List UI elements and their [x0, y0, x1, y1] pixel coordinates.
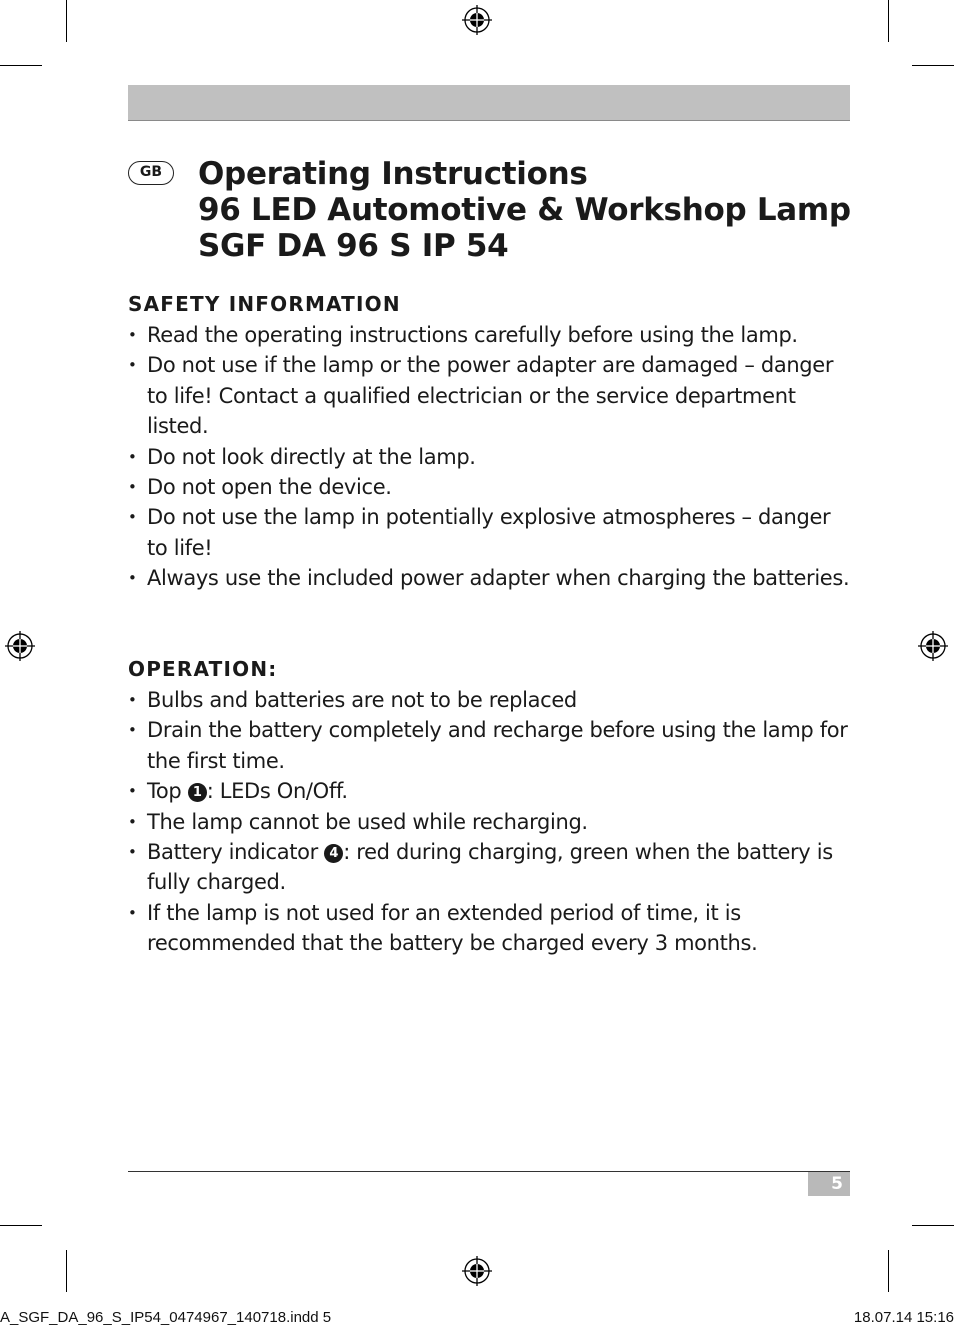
title-line: 96 LED Automotive & Workshop Lamp: [198, 192, 851, 228]
section-heading: SAFETY INFORMATION: [128, 292, 401, 316]
registration-mark-icon: [918, 631, 948, 661]
number-badge-icon: 1: [188, 783, 207, 802]
list-item: • The lamp cannot be used while recharging.: [128, 807, 850, 837]
registration-mark-icon: [5, 631, 35, 661]
bullet-list: [128, 685, 850, 959]
footer-divider: [128, 1171, 850, 1172]
print-slug-date: 18.07.14 15:16: [853, 1309, 954, 1326]
print-slug-file: A_SGF_DA_96_S_IP54_0474967_140718.indd 5: [0, 1309, 332, 1326]
list-item: • Read the operating instructions carefully before using the lamp.: [128, 320, 850, 350]
item-text: Battery indicator: [147, 840, 325, 865]
crop-mark: [912, 65, 954, 66]
crop-mark: [912, 1225, 954, 1226]
list-item: • Always use the included power adapter when charging the batteries.: [128, 563, 850, 593]
list-item: [128, 776, 850, 806]
section-heading: OPERATION:: [128, 657, 278, 681]
safety-section: [128, 290, 850, 594]
language-badge: GB: [128, 161, 174, 185]
crop-mark: [888, 0, 889, 42]
item-text: Top: [147, 779, 188, 804]
registration-mark-icon: [462, 5, 492, 35]
number-badge-icon: 4: [324, 844, 343, 863]
title-line: Operating Instructions: [198, 156, 588, 192]
crop-mark: [0, 65, 42, 66]
crop-mark: [66, 1250, 67, 1292]
title-line: SGF DA 96 S IP 54: [198, 228, 509, 264]
list-item: • Bulbs and batteries are not to be replaced: [128, 685, 850, 715]
list-item: • Do not open the device.: [128, 472, 850, 502]
list-item: • Do not use the lamp in potentially explosive atmospheres – danger to life!: [128, 502, 850, 563]
list-item: • If the lamp is not used for an extended period of time, it is recommended that the battery be charged every 3 months.: [128, 898, 850, 959]
list-item: • Do not look directly at the lamp.: [128, 442, 850, 472]
item-text: : red during charging, green when the battery is fully charged.: [147, 840, 833, 895]
bullet-list: [128, 320, 850, 594]
crop-mark: [888, 1250, 889, 1292]
operation-section: [128, 655, 850, 959]
page-number: 5: [808, 1172, 850, 1196]
list-item: [128, 837, 850, 898]
header-bar: [128, 85, 850, 121]
item-text: : LEDs On/Off.: [206, 779, 348, 804]
list-item: • Do not use if the lamp or the power adapter are damaged – danger to life! Contact a qualified electrician or the service department listed.: [128, 350, 850, 441]
crop-mark: [0, 1225, 42, 1226]
page-title: [198, 156, 851, 264]
list-item: • Drain the battery completely and recharge before using the lamp for the first time.: [128, 715, 850, 776]
crop-mark: [66, 0, 67, 42]
registration-mark-icon: [462, 1256, 492, 1286]
